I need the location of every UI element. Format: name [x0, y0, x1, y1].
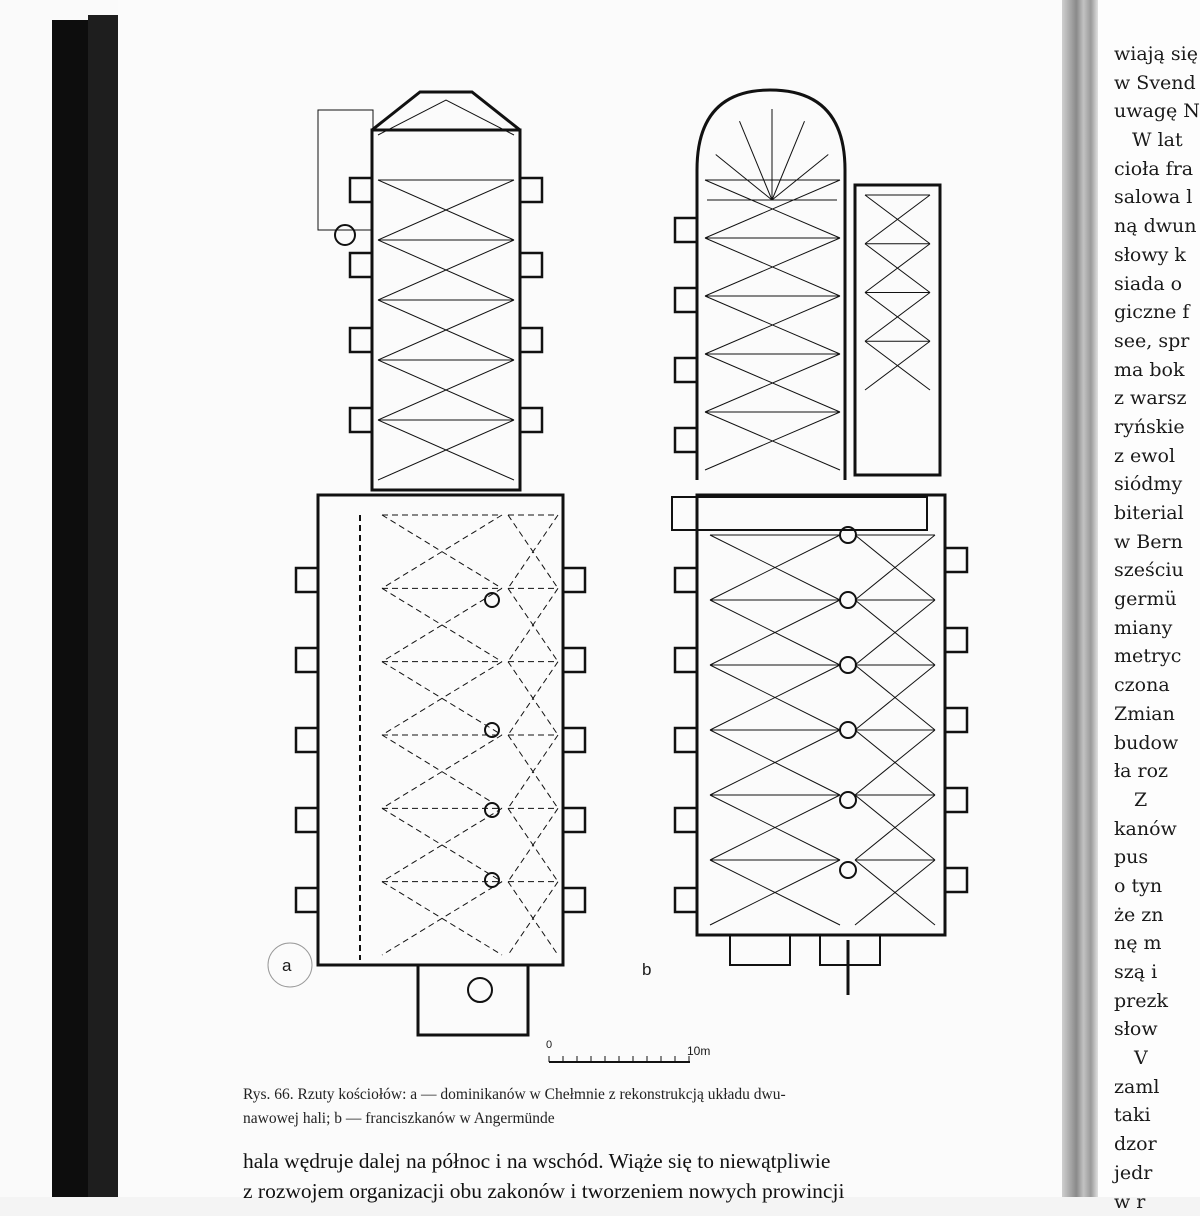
right-page-line: kanów — [1114, 815, 1200, 844]
caption-line: nawowej hali; b — franciszkanów w Angermünde — [243, 1107, 1003, 1131]
right-page-line: słow — [1114, 1015, 1200, 1044]
right-page-line: że zn — [1114, 901, 1200, 930]
right-page-line: jedr — [1114, 1159, 1200, 1188]
right-page-line: z warsz — [1114, 384, 1200, 413]
right-page-line: czona — [1114, 671, 1200, 700]
figure-caption — [243, 1083, 1003, 1131]
floor-plan-b — [672, 90, 967, 995]
right-page-line: taki — [1114, 1101, 1200, 1130]
right-page-line: uwagę N — [1114, 97, 1200, 126]
right-page-line: w r — [1114, 1188, 1200, 1216]
right-page-line: giczne f — [1114, 298, 1200, 327]
caption-line: Rys. 66. Rzuty kościołów: a — dominikanów w Chełmnie z rekonstrukcją układu dwu- — [243, 1083, 1003, 1107]
right-page-line: W lat — [1114, 126, 1200, 155]
right-page-line: ną dwun — [1114, 212, 1200, 241]
scale-end-label: 10m — [687, 1044, 710, 1058]
right-page-line: see, spr — [1114, 327, 1200, 356]
body-line: hala wędruje dalej na północ i na wschód. Wiąże się to niewątpliwie — [243, 1146, 1043, 1176]
right-page-line: nę m — [1114, 929, 1200, 958]
right-page-line: o tyn — [1114, 872, 1200, 901]
right-page-line: Z — [1114, 786, 1200, 815]
body-text — [243, 1146, 1043, 1206]
plan-a-label: a — [282, 956, 291, 976]
scale-start-label: 0 — [546, 1039, 552, 1051]
right-page-line: cioła fra — [1114, 155, 1200, 184]
right-page-line: germü — [1114, 585, 1200, 614]
right-page-line: w Bern — [1114, 528, 1200, 557]
floor-plan-a — [268, 92, 585, 1035]
right-page-line: wiają się — [1114, 40, 1200, 69]
body-line: z rozwojem organizacji obu zakonów i tworzeniem nowych prowincji — [243, 1176, 1043, 1206]
right-page-line: pus — [1114, 843, 1200, 872]
plan-b-label: b — [642, 960, 651, 980]
right-page-line: dzor — [1114, 1130, 1200, 1159]
right-page-line: biterial — [1114, 499, 1200, 528]
right-page-line: metryc — [1114, 642, 1200, 671]
right-page-line: ryńskie — [1114, 413, 1200, 442]
right-page-line: z ewol — [1114, 442, 1200, 471]
right-page-line: słowy k — [1114, 241, 1200, 270]
right-page-line: budow — [1114, 729, 1200, 758]
right-page-line: siódmy — [1114, 470, 1200, 499]
right-page-line: zaml — [1114, 1073, 1200, 1102]
right-page-line: siada o — [1114, 270, 1200, 299]
right-page-line: ma bok — [1114, 356, 1200, 385]
right-page-line: szą i — [1114, 958, 1200, 987]
right-page-line: prezk — [1114, 987, 1200, 1016]
right-page-line: Zmian — [1114, 700, 1200, 729]
right-page-line: sześciu — [1114, 556, 1200, 585]
scale-bar — [549, 1056, 690, 1062]
right-page-line: ła roz — [1114, 757, 1200, 786]
right-page-line: salowa l — [1114, 183, 1200, 212]
right-page-line: miany — [1114, 614, 1200, 643]
right-page-line: V — [1114, 1044, 1200, 1073]
right-page-line: w Svend — [1114, 69, 1200, 98]
